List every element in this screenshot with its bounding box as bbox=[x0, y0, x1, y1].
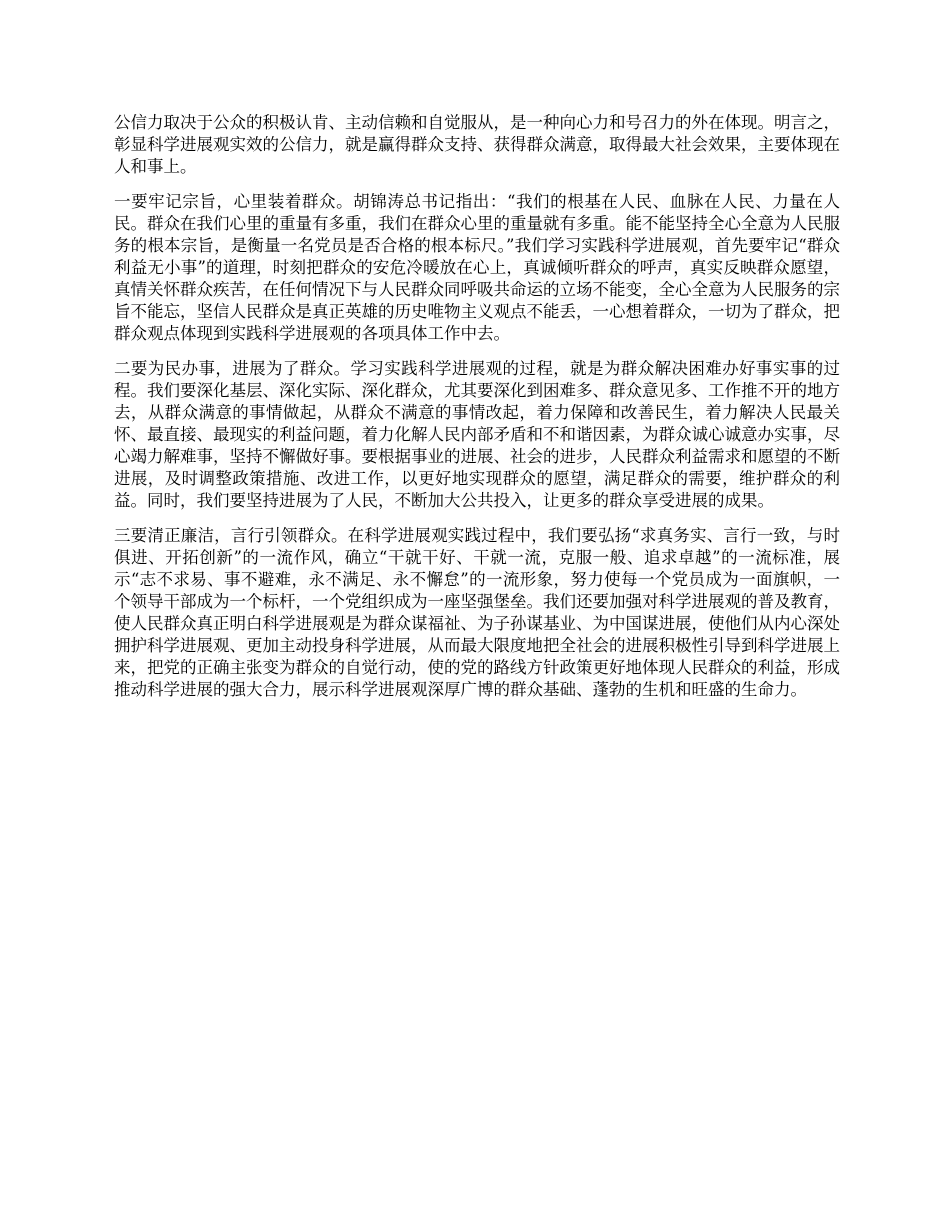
paragraph-integrity: 三要清正廉洁，言行引领群众。在科学进展观实践过程中，我们要弘扬“求真务实、言行一致，与时俱进、开拓创新”的一流作风，确立“干就干好、干就一流，克服一般、追求卓越”的一流标准，展示“志不求易、事不避难，永不满足、永不懈怠”的一流形象，努力使每一个党员成为一面旗帜，一个领导干部成为一个标杆，一个党组织成为一座坚强堡垒。我们还要加强对科学进展观的普及教育，使人民群众真正明白科学进展观是为群众谋福祉、为子孙谋基业、为中国谋进展，使他们从内心深处拥护科学进展观、更加主动投身科学进展，从而最大限度地把全社会的进展积极性引导到科学进展上来，把党的正确主张变为群众的自觉行动，使的党的路线方针政策更好地体现人民群众的利益，形成推动科学进展的强大合力，展示科学进展观深厚广博的群众基础、蓬勃的生机和旺盛的生命力。 bbox=[114, 526, 840, 699]
paragraph-remember-purpose: 一要牢记宗旨，心里装着群众。胡锦涛总书记指出：“我们的根基在人民、血脉在人民、力量在人民。群众在我们心里的重量有多重，我们在群众心里的重量就有多重。能不能坚持全心全意为人民服务的根本宗旨，是衡量一名党员是否合格的根本标尺。”我们学习实践科学进展观，首先要牢记“群众利益无小事”的道理，时刻把群众的安危冷暖放在心上，真诚倾听群众的呼声，真实反映群众愿望，真情关怀群众疾苦，在任何情况下与人民群众同呼吸共命运的立场不能变，全心全意为人民服务的宗旨不能忘，坚信人民群众是真正英雄的历史唯物主义观点不能丢，一心想着群众，一切为了群众，把群众观点体现到实践科学进展观的各项具体工作中去。 bbox=[114, 192, 840, 343]
paragraph-intro: 公信力取决于公众的积极认肯、主动信赖和自觉服从，是一种向心力和号召力的外在体现。明言之，彰显科学进展观实效的公信力，就是赢得群众支持、获得群众满意，取得最大社会效果，主要体现在人和事上。 bbox=[114, 113, 840, 176]
document-body bbox=[114, 112, 840, 714]
paragraph-serve-people: 二要为民办事，进展为了群众。学习实践科学进展观的过程，就是为群众解决困难办好事实事的过程。我们要深化基层、深化实际、深化群众，尤其要深化到困难多、群众意见多、工作推不开的地方去，从群众满意的事情做起，从群众不满意的事情改起，着力保障和改善民生，着力解决人民最关怀、最直接、最现实的利益问题，着力化解人民内部矛盾和不和谐因素，为群众诚心诚意办实事，尽心竭力解难事，坚持不懈做好事。要根据事业的进展、社会的进步，人民群众利益需求和愿望的不断进展，及时调整政策措施、改进工作，以更好地实现群众的愿望，满足群众的需要，维护群众的利益。同时，我们要坚持进展为了人民，不断加大公共投入，让更多的群众享受进展的成果。 bbox=[114, 359, 840, 510]
